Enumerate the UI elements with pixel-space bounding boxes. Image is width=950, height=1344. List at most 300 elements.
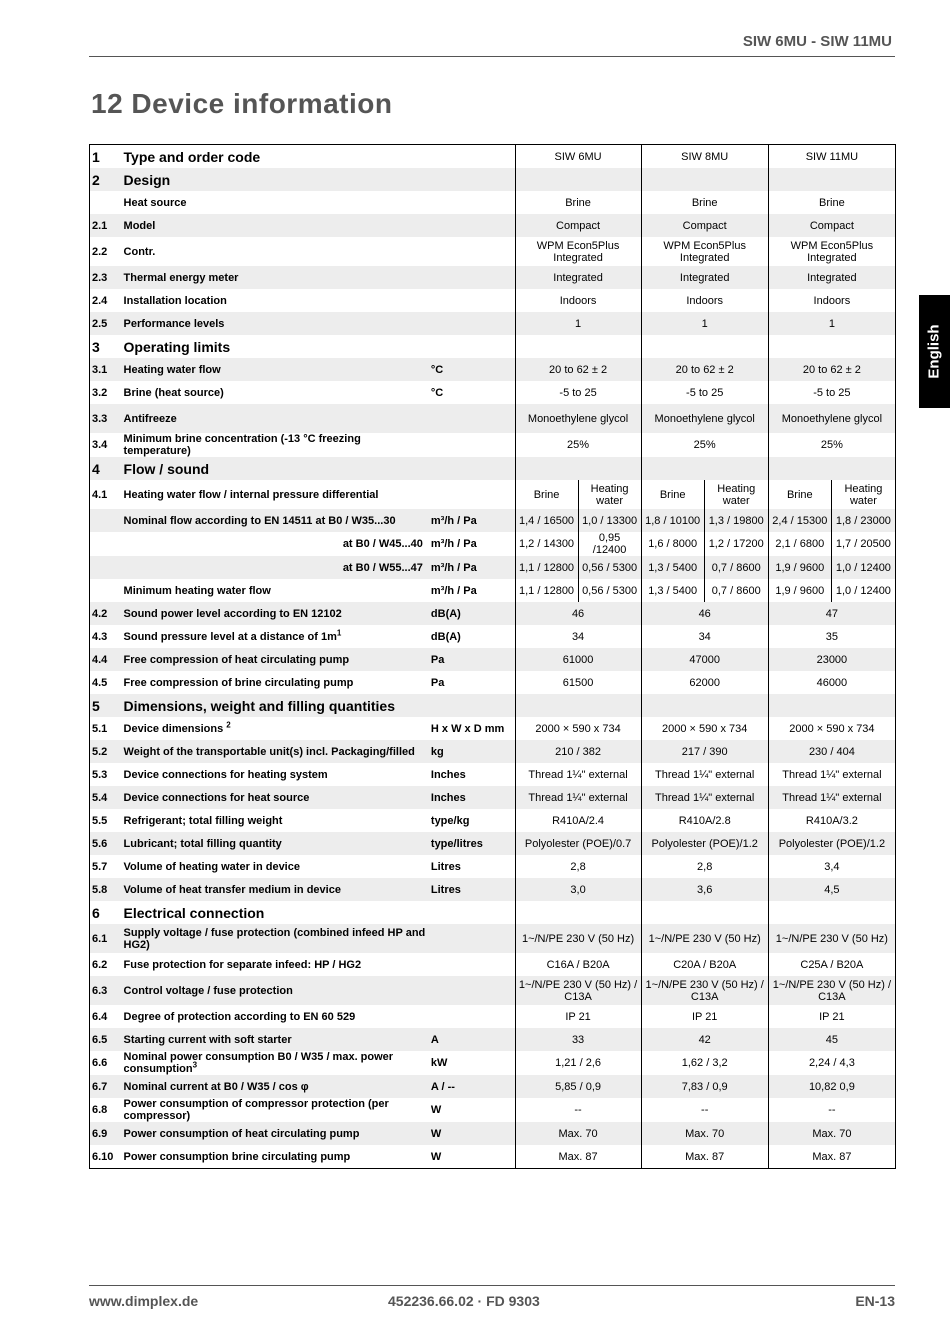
- value-cell: --: [515, 1098, 641, 1122]
- row-label: [122, 717, 429, 740]
- value-cell: 2,8: [641, 855, 768, 878]
- table-row: [90, 579, 896, 602]
- row-number: 6.3: [90, 976, 122, 1005]
- value-cell: 46: [641, 602, 768, 625]
- section-row: [90, 168, 896, 191]
- section-row: [90, 335, 896, 358]
- row-label: [122, 855, 429, 878]
- row-label-text: Weight of the transportable unit(s) incl. Packaging/filled: [123, 745, 415, 758]
- row-unit: Inches: [429, 786, 515, 809]
- table-row: [90, 1075, 896, 1098]
- value-cell: Monoethylene glycol: [515, 404, 641, 433]
- row-label-text: Operating limits: [123, 338, 231, 355]
- value-cell: 210 / 382: [515, 740, 641, 763]
- value-cell: [515, 694, 641, 717]
- footnote-marker: 3: [192, 1060, 198, 1070]
- value-cell: Max. 70: [641, 1122, 768, 1145]
- row-label: [122, 404, 429, 433]
- value-cell: [768, 694, 895, 717]
- row-label-text: Heat source: [123, 196, 187, 209]
- value-cell: C16A / B20A: [515, 953, 641, 976]
- row-unit: W: [430, 1150, 442, 1163]
- row-unit: °C: [429, 358, 515, 381]
- row-unit: [429, 457, 515, 480]
- row-label-text: Sound power level according to EN 12102: [123, 607, 342, 620]
- value-cell: Brine: [768, 480, 831, 509]
- section-row: [90, 694, 896, 717]
- row-label-text: Installation location: [123, 294, 227, 307]
- row-label-text: Device connections for heating system: [123, 768, 328, 781]
- value-cell: Thread 1¼" external: [515, 786, 641, 809]
- row-label: [122, 648, 429, 671]
- row-label-text: Model: [123, 219, 156, 232]
- value-cell: [515, 168, 641, 191]
- row-number: 4.1: [92, 488, 108, 501]
- row-label-text: Nominal power consumption B0 / W35 / max. power consumption: [123, 1051, 394, 1075]
- row-label-text: Device connections for heat source: [123, 791, 310, 804]
- value-cell: Brine: [641, 480, 704, 509]
- row-label-text: Volume of heating water in device: [123, 860, 300, 873]
- row-label: [122, 1005, 429, 1028]
- value-cell: [641, 457, 768, 480]
- row-label: [122, 1145, 429, 1169]
- value-cell: 1: [768, 312, 895, 335]
- value-cell: Brine: [515, 480, 578, 509]
- row-unit: m³/h / Pa: [430, 538, 477, 550]
- row-number: 5.6: [90, 832, 122, 855]
- row-number: 4.3: [92, 630, 108, 643]
- table-row: [90, 312, 896, 335]
- value-cell: 2,8: [515, 855, 641, 878]
- table-row: [90, 266, 896, 289]
- row-label: [122, 878, 429, 901]
- value-cell: Max. 87: [641, 1145, 768, 1169]
- value-cell: Heating water: [704, 480, 768, 509]
- row-label-text: Sound pressure level at a distance of 1m: [123, 630, 337, 643]
- value-cell: 1~/N/PE 230 V (50 Hz) / C13A: [768, 976, 895, 1005]
- row-label-text: Heating water flow / internal pressure differential: [123, 488, 379, 501]
- row-number: 2.4: [92, 294, 108, 307]
- row-label: [122, 457, 429, 480]
- language-tab-label: English: [926, 324, 944, 379]
- row-unit: H x W x D mm: [430, 722, 505, 735]
- value-cell: Indoors: [515, 289, 641, 312]
- row-label: [122, 625, 429, 648]
- row-label: [122, 694, 429, 717]
- row-label-text: Supply voltage / fuse protection (combined infeed HP and HG2): [123, 926, 426, 951]
- value-cell: 2000 × 590 x 734: [515, 717, 641, 740]
- header-title: SIW 6MU - SIW 11MU: [742, 33, 892, 50]
- table-row: [90, 878, 896, 901]
- language-tab[interactable]: [919, 295, 950, 408]
- value-cell: 1,8 / 10100: [641, 509, 704, 532]
- row-label: [122, 953, 429, 976]
- value-cell: [515, 901, 641, 924]
- row-number: 4: [90, 457, 122, 480]
- value-cell: 2,24 / 4,3: [768, 1051, 895, 1075]
- value-cell: Heating water: [578, 480, 641, 509]
- value-cell: 61000: [515, 648, 641, 671]
- value-cell: Monoethylene glycol: [768, 404, 895, 433]
- value-cell: [768, 457, 895, 480]
- value-cell: Indoors: [641, 289, 768, 312]
- value-cell: 62000: [641, 671, 768, 694]
- footer-url[interactable]: www.dimplex.de: [89, 1293, 199, 1309]
- row-label-text: Refrigerant; total filling weight: [123, 814, 283, 827]
- table-row: [90, 433, 896, 457]
- row-unit: dB(A): [429, 602, 515, 625]
- table-row: [90, 832, 896, 855]
- row-number: 2.1: [90, 214, 122, 237]
- table-row: [90, 924, 896, 953]
- value-cell: 42: [641, 1028, 768, 1051]
- row-number: 5.5: [92, 814, 108, 827]
- table-row: [90, 509, 896, 532]
- section-row: [90, 145, 896, 169]
- row-number: 6.9: [90, 1122, 122, 1145]
- table-row: [90, 381, 896, 404]
- value-cell: 1,62 / 3,2: [641, 1051, 768, 1075]
- value-cell: C25A / B20A: [768, 953, 895, 976]
- table-row: [90, 786, 896, 809]
- value-cell: -5 to 25: [515, 381, 641, 404]
- table-row: [90, 740, 896, 763]
- row-number: 6.7: [90, 1075, 122, 1098]
- value-cell: Max. 70: [515, 1122, 641, 1145]
- value-cell: Thread 1¼" external: [515, 763, 641, 786]
- row-label: [122, 1122, 429, 1145]
- value-cell: 1,9 / 9600: [768, 579, 831, 602]
- row-unit: [429, 214, 515, 237]
- value-cell: 46: [515, 602, 641, 625]
- row-number: 5.2: [90, 740, 122, 763]
- row-number: 1: [92, 148, 100, 165]
- value-cell: 3,4: [768, 855, 895, 878]
- row-unit: m³/h / Pa: [430, 584, 477, 597]
- row-label-text: at B0 / W45...40: [342, 538, 423, 550]
- row-unit: [429, 237, 515, 266]
- table-row: [90, 1028, 896, 1051]
- row-number: 5.4: [90, 786, 122, 809]
- value-cell: R410A/2.8: [641, 809, 768, 832]
- value-cell: Compact: [641, 214, 768, 237]
- value-cell: Max. 70: [768, 1122, 895, 1145]
- value-cell: C20A / B20A: [641, 953, 768, 976]
- model-header: SIW 8MU: [641, 145, 768, 169]
- row-label: [122, 509, 429, 532]
- row-unit: [429, 976, 515, 1005]
- row-number: 4.4: [90, 648, 122, 671]
- value-cell: Brine: [641, 191, 768, 214]
- value-cell: 46000: [768, 671, 895, 694]
- value-cell: 217 / 390: [641, 740, 768, 763]
- row-unit: dB(A): [430, 630, 461, 643]
- table-row: [90, 1098, 896, 1122]
- value-cell: 1,0 / 13300: [578, 509, 641, 532]
- value-cell: Integrated: [515, 266, 641, 289]
- value-cell: 0,56 / 5300: [578, 579, 641, 602]
- row-number: 2: [90, 168, 122, 191]
- value-cell: 1,1 / 12800: [515, 556, 578, 579]
- row-number: 6: [92, 904, 100, 921]
- row-number: 3: [92, 338, 100, 355]
- value-cell: 20 to 62 ± 2: [768, 358, 895, 381]
- row-number: 2.2: [92, 245, 108, 258]
- row-label: [122, 1098, 429, 1122]
- row-label: [122, 532, 429, 556]
- row-number: 5.7: [92, 860, 108, 873]
- value-cell: Brine: [768, 191, 895, 214]
- row-label-text: Antifreeze: [123, 412, 177, 425]
- row-unit: [429, 1005, 515, 1028]
- value-cell: 1,3 / 19800: [704, 509, 768, 532]
- row-label: [122, 556, 429, 579]
- row-number: 5.1: [92, 722, 108, 735]
- row-number: [90, 191, 122, 214]
- value-cell: 47000: [641, 648, 768, 671]
- value-cell: 1,7 / 20500: [831, 532, 895, 556]
- row-number: 3.2: [92, 386, 108, 399]
- row-label-text: Type and order code: [123, 148, 261, 165]
- row-unit: A: [429, 1028, 515, 1051]
- value-cell: IP 21: [641, 1005, 768, 1028]
- row-number: [90, 556, 122, 579]
- value-cell: 1~/N/PE 230 V (50 Hz) / C13A: [641, 976, 768, 1005]
- value-cell: 1,0 / 12400: [831, 579, 895, 602]
- value-cell: 45: [768, 1028, 895, 1051]
- value-cell: 0,7 / 8600: [704, 556, 768, 579]
- row-number: 6.10: [92, 1150, 114, 1163]
- row-number: 6.8: [92, 1104, 108, 1116]
- model-header: SIW 6MU: [515, 145, 641, 169]
- value-cell: 34: [641, 625, 768, 648]
- value-cell: 33: [515, 1028, 641, 1051]
- row-label-text: Thermal energy meter: [123, 271, 239, 284]
- value-cell: 1~/N/PE 230 V (50 Hz) / C13A: [515, 976, 641, 1005]
- row-label-text: Starting current with soft starter: [123, 1033, 292, 1046]
- row-label: [122, 786, 429, 809]
- value-cell: 2000 × 590 x 734: [641, 717, 768, 740]
- row-label-text: Electrical connection: [123, 904, 265, 921]
- footer-doc-number: 452236.66.02 · FD 9303: [388, 1293, 540, 1309]
- value-cell: -5 to 25: [641, 381, 768, 404]
- value-cell: Polyolester (POE)/1.2: [641, 832, 768, 855]
- table-row: [90, 648, 896, 671]
- value-cell: 1,4 / 16500: [515, 509, 578, 532]
- value-cell: Polyolester (POE)/0.7: [515, 832, 641, 855]
- row-number: 6.6: [92, 1057, 108, 1069]
- value-cell: IP 21: [768, 1005, 895, 1028]
- row-label: [122, 381, 429, 404]
- row-label: [122, 480, 429, 509]
- row-number: 6.2: [92, 958, 108, 971]
- value-cell: 1,3 / 5400: [641, 579, 704, 602]
- row-unit: [429, 953, 515, 976]
- row-unit: [429, 168, 515, 191]
- row-number: 3.1: [90, 358, 122, 381]
- row-label: [122, 763, 429, 786]
- value-cell: Thread 1¼" external: [641, 763, 768, 786]
- row-number: [90, 509, 122, 532]
- row-number: 4.5: [92, 676, 108, 689]
- row-unit: A / --: [429, 1075, 515, 1098]
- row-unit: [429, 901, 515, 924]
- row-unit: kW: [430, 1057, 448, 1069]
- device-info-table: [89, 144, 896, 1169]
- row-label-text: Power consumption of compressor protection (per compressor): [123, 1098, 389, 1122]
- value-cell: WPM Econ5Plus Integrated: [768, 237, 895, 266]
- value-cell: 1,9 / 9600: [768, 556, 831, 579]
- value-cell: R410A/3.2: [768, 809, 895, 832]
- table-row: [90, 809, 896, 832]
- value-cell: 1,6 / 8000: [641, 532, 704, 556]
- value-cell: 25%: [515, 433, 641, 457]
- value-cell: 47: [768, 602, 895, 625]
- table-row: [90, 1051, 896, 1075]
- value-cell: 35: [768, 625, 895, 648]
- footer-page-number: EN-13: [855, 1293, 895, 1309]
- table-row: [90, 289, 896, 312]
- table-row: [90, 214, 896, 237]
- row-unit: type/litres: [429, 832, 515, 855]
- row-label-text: Fuse protection for separate infeed: HP / HG2: [123, 958, 362, 971]
- row-unit: [429, 924, 515, 953]
- row-label: [122, 901, 429, 924]
- value-cell: [641, 694, 768, 717]
- value-cell: 1: [515, 312, 641, 335]
- table-row: [90, 237, 896, 266]
- table-row: [90, 602, 896, 625]
- value-cell: Indoors: [768, 289, 895, 312]
- value-cell: Monoethylene glycol: [641, 404, 768, 433]
- table-row: [90, 1145, 896, 1169]
- row-unit: Litres: [430, 860, 461, 873]
- value-cell: 2000 × 590 x 734: [768, 717, 895, 740]
- row-label: [122, 433, 429, 457]
- row-unit: m³/h / Pa: [429, 556, 515, 579]
- row-unit: °C: [430, 386, 444, 399]
- row-unit: [429, 266, 515, 289]
- value-cell: Integrated: [641, 266, 768, 289]
- value-cell: 1~/N/PE 230 V (50 Hz): [768, 924, 895, 953]
- row-number: 3.3: [90, 404, 122, 433]
- table-row: [90, 480, 896, 509]
- value-cell: [515, 335, 641, 358]
- row-label-text: Nominal current at B0 / W35 / cos φ: [123, 1080, 309, 1093]
- row-number: 5: [90, 694, 122, 717]
- value-cell: 0,56 / 5300: [578, 556, 641, 579]
- row-label-text: Minimum brine concentration (-13 °C freezing temperature): [123, 433, 361, 457]
- row-label-text: Contr.: [123, 245, 156, 258]
- row-number: [90, 532, 122, 556]
- table-row: [90, 855, 896, 878]
- value-cell: 1,2 / 17200: [704, 532, 768, 556]
- row-number: 5.8: [90, 878, 122, 901]
- row-label: [122, 191, 429, 214]
- row-label-text: Performance levels: [123, 317, 225, 330]
- value-cell: IP 21: [515, 1005, 641, 1028]
- header-rule: [89, 56, 895, 57]
- row-number: [90, 579, 122, 602]
- row-unit: W: [429, 1122, 515, 1145]
- row-label-text: Dimensions, weight and filling quantities: [123, 697, 395, 714]
- row-label-text: Design: [123, 171, 171, 188]
- row-label: [122, 266, 429, 289]
- value-cell: [768, 168, 895, 191]
- row-label: [122, 1051, 429, 1075]
- value-cell: 1,0 / 12400: [831, 556, 895, 579]
- row-number: 3.4: [92, 439, 108, 451]
- value-cell: 25%: [768, 433, 895, 457]
- row-label-text: Free compression of brine circulating pump: [123, 676, 354, 689]
- value-cell: 1,1 / 12800: [515, 579, 578, 602]
- section-row: [90, 457, 896, 480]
- value-cell: Max. 87: [515, 1145, 641, 1169]
- table-row: [90, 671, 896, 694]
- row-label-text: Device dimensions: [123, 722, 227, 735]
- row-unit: [429, 480, 515, 509]
- table-row: [90, 532, 896, 556]
- row-label-text: Degree of protection according to EN 60 529: [123, 1010, 356, 1023]
- value-cell: R410A/2.4: [515, 809, 641, 832]
- value-cell: -5 to 25: [768, 381, 895, 404]
- value-cell: Heating water: [831, 480, 895, 509]
- row-label-text: Nominal flow according to EN 14511 at B0 / W35...30: [123, 514, 396, 527]
- value-cell: 2,4 / 15300: [768, 509, 831, 532]
- value-cell: 1,8 / 23000: [831, 509, 895, 532]
- row-unit: [429, 312, 515, 335]
- row-label-text: Free compression of heat circulating pump: [123, 653, 350, 666]
- value-cell: Thread 1¼" external: [641, 786, 768, 809]
- value-cell: Thread 1¼" external: [768, 786, 895, 809]
- value-cell: 5,85 / 0,9: [515, 1075, 641, 1098]
- row-unit: Pa: [429, 648, 515, 671]
- value-cell: 2,1 / 6800: [768, 532, 831, 556]
- footer-rule: [89, 1285, 895, 1286]
- value-cell: [515, 457, 641, 480]
- row-unit: type/kg: [430, 814, 470, 827]
- value-cell: Brine: [515, 191, 641, 214]
- value-cell: 20 to 62 ± 2: [641, 358, 768, 381]
- value-cell: WPM Econ5Plus Integrated: [641, 237, 768, 266]
- value-cell: 25%: [641, 433, 768, 457]
- row-number: 6.4: [92, 1010, 108, 1023]
- row-label: [122, 214, 429, 237]
- row-label-text: Minimum heating water flow: [123, 584, 271, 597]
- value-cell: 1: [641, 312, 768, 335]
- row-unit: Litres: [429, 878, 515, 901]
- table-row: [90, 1122, 896, 1145]
- table-row: [90, 763, 896, 786]
- footnote-marker: 1: [336, 627, 342, 637]
- row-number: 2.3: [90, 266, 122, 289]
- value-cell: Integrated: [768, 266, 895, 289]
- value-cell: 230 / 404: [768, 740, 895, 763]
- value-cell: 1,3 / 5400: [641, 556, 704, 579]
- row-label-text: Power consumption of heat circulating pump: [123, 1127, 360, 1140]
- value-cell: 61500: [515, 671, 641, 694]
- row-label-text: Volume of heat transfer medium in device: [123, 883, 341, 896]
- row-label: [122, 289, 429, 312]
- row-unit: [429, 145, 515, 169]
- value-cell: 0,95 /12400: [578, 532, 641, 556]
- row-label: [122, 237, 429, 266]
- table-row: [90, 976, 896, 1005]
- value-cell: 1~/N/PE 230 V (50 Hz): [641, 924, 768, 953]
- value-cell: Compact: [768, 214, 895, 237]
- value-cell: 23000: [768, 648, 895, 671]
- table-row: [90, 556, 896, 579]
